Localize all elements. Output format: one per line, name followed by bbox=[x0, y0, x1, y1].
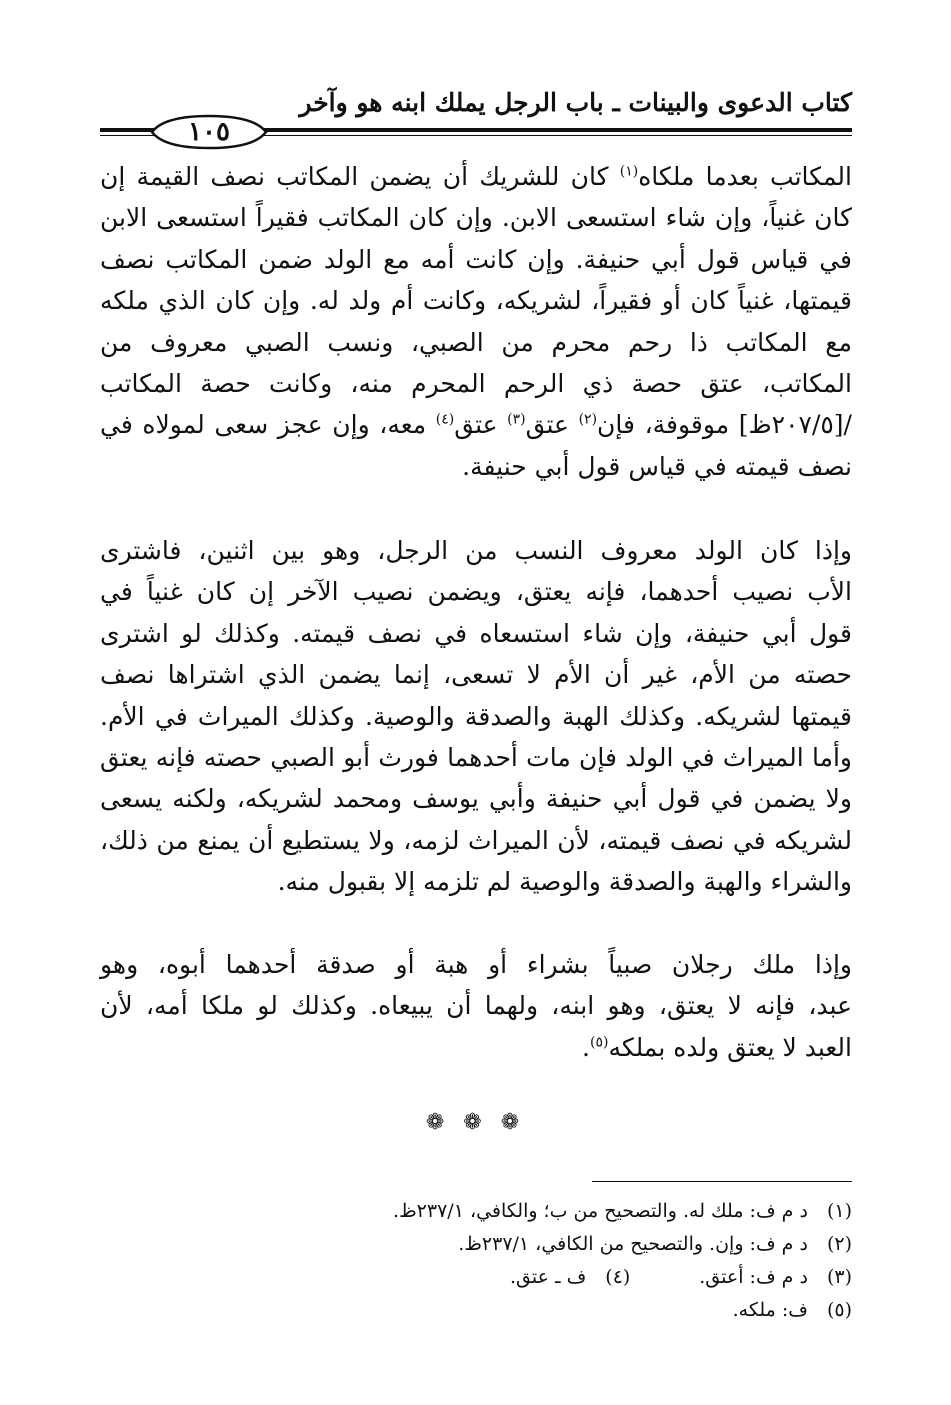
text-segment: وإذا كان الولد معروف النسب من الرجل، وهو بين اثنين، فاشترى bbox=[100, 536, 852, 565]
text-line bbox=[100, 613, 852, 654]
page-number: ١٠٥ bbox=[188, 117, 230, 147]
text-segment: قول أبي حنيفة، وإن شاء استسعاه في نصف قيمته. وكذلك لو اشترى bbox=[100, 618, 852, 648]
text-line bbox=[100, 197, 852, 238]
text-segment: عتق bbox=[454, 410, 508, 440]
text-segment: لشريكه في نصف قيمته، لأن الميراث لزمه، ولا يستطيع أن يمنع من ذلك، bbox=[100, 825, 852, 855]
footnote-marker[interactable]: (٣) bbox=[507, 412, 526, 429]
text-segment: كان غنياً، وإن شاء استسعى الابن. وإن كان المكاتب فقيراً استسعى الابن bbox=[100, 203, 852, 233]
footnote-number: (٣) bbox=[826, 1266, 852, 1288]
paragraph-2 bbox=[100, 530, 852, 903]
text-segment: في قياس قول أبي حنيفة. وإن كانت أمه مع الولد ضمن المكاتب نصف bbox=[100, 244, 852, 274]
paragraph-1 bbox=[100, 156, 852, 487]
footnote-text: ف ـ عتق. bbox=[510, 1266, 587, 1288]
footnote-marker[interactable]: (٢) bbox=[578, 412, 598, 429]
text-line bbox=[100, 1027, 852, 1068]
footnote-text: ف: ملكه. bbox=[732, 1299, 808, 1321]
footnote-number: (١) bbox=[826, 1200, 852, 1222]
footnote-4 bbox=[510, 1261, 630, 1294]
footnote-number: (٤) bbox=[605, 1266, 631, 1288]
paragraph-3 bbox=[100, 944, 852, 1068]
text-line bbox=[100, 861, 852, 902]
text-segment: معه، وإن عجز سعى لمولاه في bbox=[100, 410, 436, 440]
text-segment: نصف قيمته في قياس قول أبي حنيفة. bbox=[462, 451, 852, 481]
text-segment: الأب نصيب أحدهما، فإنه يعتق، ويضمن نصيب الآخر إن كان غنياً في bbox=[100, 577, 852, 607]
page-number-badge bbox=[144, 114, 274, 150]
text-line bbox=[100, 530, 852, 571]
text-segment: المكاتب بعدما ملكاه bbox=[638, 162, 852, 191]
text-segment: وأما الميراث في الولد فإن مات أحدهما فورث أبو الصبي حصته فإنه يعتق bbox=[100, 742, 852, 772]
text-line bbox=[100, 696, 852, 737]
footnote-text: د م ف: ملك له. والتصحيح من ب؛ والكافي، ٢٣٧/١ظ. bbox=[393, 1200, 808, 1222]
text-line bbox=[100, 944, 852, 985]
text-segment: عتق bbox=[525, 410, 579, 440]
text-segment: العبد لا يعتق ولده بملكه bbox=[608, 1032, 852, 1062]
text-line bbox=[100, 571, 852, 612]
running-title: كتاب الدعوى والبينات ـ باب الرجل يملك ابنه هو وآخر bbox=[299, 88, 852, 117]
footnotes bbox=[100, 1195, 852, 1327]
footnote-5 bbox=[100, 1294, 852, 1327]
text-segment: . bbox=[582, 1032, 590, 1062]
text-line bbox=[100, 156, 852, 197]
footnote-number: (٢) bbox=[826, 1233, 852, 1255]
page-header bbox=[100, 88, 852, 147]
footnote-marker[interactable]: (٥) bbox=[589, 1034, 609, 1051]
text-line bbox=[100, 404, 852, 445]
text-line bbox=[100, 239, 852, 280]
text-line bbox=[100, 985, 852, 1026]
footnote-number: (٥) bbox=[826, 1299, 852, 1321]
footnote-marker[interactable]: (١) bbox=[619, 163, 639, 180]
footnote-2 bbox=[100, 1228, 852, 1261]
footnote-text: د م ف: وإن. والتصحيح من الكافي، ٢٣٧/١ظ. bbox=[458, 1233, 808, 1255]
text-segment: /[٢٠٧/٥ظ] موقوفة، فإن bbox=[597, 410, 852, 440]
text-line bbox=[100, 654, 852, 695]
text-segment: كان للشريك أن يضمن المكاتب نصف القيمة إن bbox=[100, 162, 620, 191]
footnote-marker[interactable]: (٤) bbox=[435, 412, 455, 429]
text-line bbox=[100, 820, 852, 861]
text-segment: المكاتب، عتق حصة ذي الرحم المحرم منه، وكانت حصة المكاتب bbox=[100, 368, 852, 398]
text-line bbox=[100, 446, 852, 487]
text-segment: مع المكاتب ذا رحم محرم من الصبي، ونسب الصبي معروف من bbox=[100, 327, 852, 357]
text-line bbox=[100, 737, 852, 778]
text-line bbox=[100, 363, 852, 404]
footnote-3 bbox=[100, 1261, 852, 1294]
text-segment: والشراء والهبة والصدقة والوصية لم تلزمه إلا بقبول منه. bbox=[277, 867, 852, 897]
text-segment: قيمتها، غنياً كان أو فقيراً، لشريكه، وكانت أم ولد له. وإن كان الذي ملكه bbox=[100, 286, 852, 316]
footnote-1 bbox=[100, 1195, 852, 1228]
text-segment: ولا يضمن في قول أبي حنيفة وأبي يوسف ومحمد لشريكه، ولكنه يسعى bbox=[100, 784, 852, 814]
text-segment: قيمتها لشريكه. وكذلك الهبة والصدقة والوصية. وكذلك الميراث في الأم. bbox=[100, 701, 852, 731]
text-line bbox=[100, 778, 852, 819]
footnote-rule bbox=[592, 1181, 852, 1182]
footnote-text: د م ف: أعتق. bbox=[699, 1266, 808, 1288]
text-segment: وإذا ملك رجلان صبياً بشراء أو هبة أو صدقة أحدهما أبوه، وهو bbox=[100, 950, 852, 979]
text-line bbox=[100, 280, 852, 321]
text-segment: حصته من الأم، غير أن الأم لا تسعى، إنما يضمن الذي اشتراها نصف bbox=[100, 660, 852, 690]
text-segment: عبد، فإنه لا يعتق، وهو ابنه، ولهما أن يبيعاه. وكذلك لو ملكا أمه، لأن bbox=[100, 991, 852, 1021]
section-separator: ❁ ❁ ❁ bbox=[425, 1110, 526, 1135]
text-line bbox=[100, 322, 852, 363]
